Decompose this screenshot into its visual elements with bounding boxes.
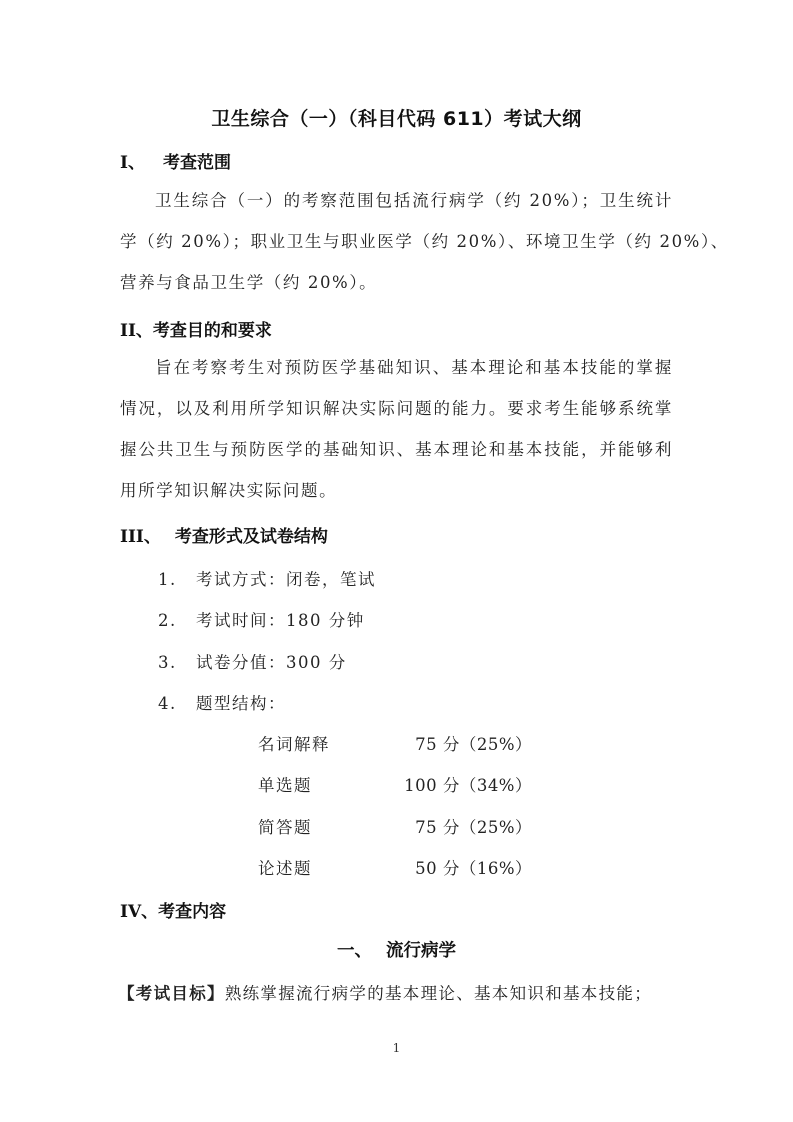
question-type-score: 50 分（16%） bbox=[415, 859, 532, 878]
page-number: 1 bbox=[392, 1041, 401, 1055]
subsection-heading bbox=[0, 937, 793, 962]
item-text: 考试时间：180 分钟 bbox=[196, 611, 365, 630]
question-type-score: 75 分（25%） bbox=[415, 735, 532, 754]
section-1-paragraph bbox=[120, 180, 729, 303]
section-heading-2 bbox=[120, 316, 272, 341]
paragraph-line: 卫生综合（一）的考察范围包括流行病学（约 20%）；卫生统计 bbox=[155, 191, 673, 210]
item-text: 题型结构： bbox=[196, 694, 286, 713]
section-heading-4 bbox=[120, 897, 226, 922]
item-text: 试卷分值：300 分 bbox=[196, 653, 347, 672]
paragraph-line: 旨在考察考生对预防医学基础知识、基本理论和基本技能的掌握 bbox=[155, 358, 673, 377]
section-number: IV、 bbox=[120, 902, 159, 922]
section-number: I、 bbox=[120, 153, 145, 173]
paragraph-line: 情况，以及利用所学知识解决实际问题的能力。要求考生能够系统掌 bbox=[120, 399, 673, 418]
section-number: II、 bbox=[120, 321, 153, 341]
question-type-name: 简答题 bbox=[258, 818, 312, 837]
exam-duration-item bbox=[158, 607, 365, 631]
question-type-row bbox=[258, 772, 532, 796]
question-type-row bbox=[258, 731, 532, 755]
subsection-number: 一、 bbox=[337, 941, 372, 961]
section-heading-3 bbox=[120, 522, 328, 547]
exam-objective bbox=[118, 980, 652, 1004]
item-number: 4. bbox=[158, 694, 177, 713]
item-text: 考试方式：闭卷，笔试 bbox=[196, 570, 376, 589]
section-title: 考查范围 bbox=[162, 153, 231, 173]
objective-text: 熟练掌握流行病学的基本理论、基本知识和基本技能； bbox=[224, 984, 653, 1003]
question-type-row bbox=[258, 855, 532, 879]
subsection-title: 流行病学 bbox=[386, 941, 456, 961]
item-number: 2. bbox=[158, 611, 177, 630]
question-structure-item bbox=[158, 690, 286, 714]
question-type-name: 单选题 bbox=[258, 776, 312, 795]
exam-format-item bbox=[158, 566, 376, 590]
document-title: 卫生综合（一）（科目代码 611）考试大纲 bbox=[211, 108, 582, 130]
section-number: III、 bbox=[120, 527, 161, 547]
paragraph-line: 学（约 20%）；职业卫生与职业医学（约 20%）、环境卫生学（约 20%）、 bbox=[120, 232, 729, 251]
question-type-row bbox=[258, 814, 532, 838]
section-2-paragraph bbox=[120, 347, 673, 511]
item-number: 1. bbox=[158, 570, 177, 589]
paragraph-line: 握公共卫生与预防医学的基础知识、基本理论和基本技能，并能够利 bbox=[120, 440, 673, 459]
objective-label: 【考试目标】 bbox=[118, 984, 225, 1003]
section-title: 考查内容 bbox=[158, 902, 227, 922]
section-title: 考查形式及试卷结构 bbox=[174, 527, 328, 547]
paragraph-line: 营养与食品卫生学（约 20%）。 bbox=[120, 273, 378, 292]
exam-score-item bbox=[158, 649, 347, 673]
paragraph-line: 用所学知识解决实际问题。 bbox=[120, 481, 338, 500]
question-type-score: 100 分（34%） bbox=[404, 776, 532, 795]
question-type-name: 名词解释 bbox=[258, 735, 330, 754]
section-heading-1 bbox=[120, 148, 231, 173]
item-number: 3. bbox=[158, 653, 177, 672]
question-type-name: 论述题 bbox=[258, 859, 312, 878]
question-type-score: 75 分（25%） bbox=[415, 818, 532, 837]
section-title: 考查目的和要求 bbox=[152, 321, 272, 341]
